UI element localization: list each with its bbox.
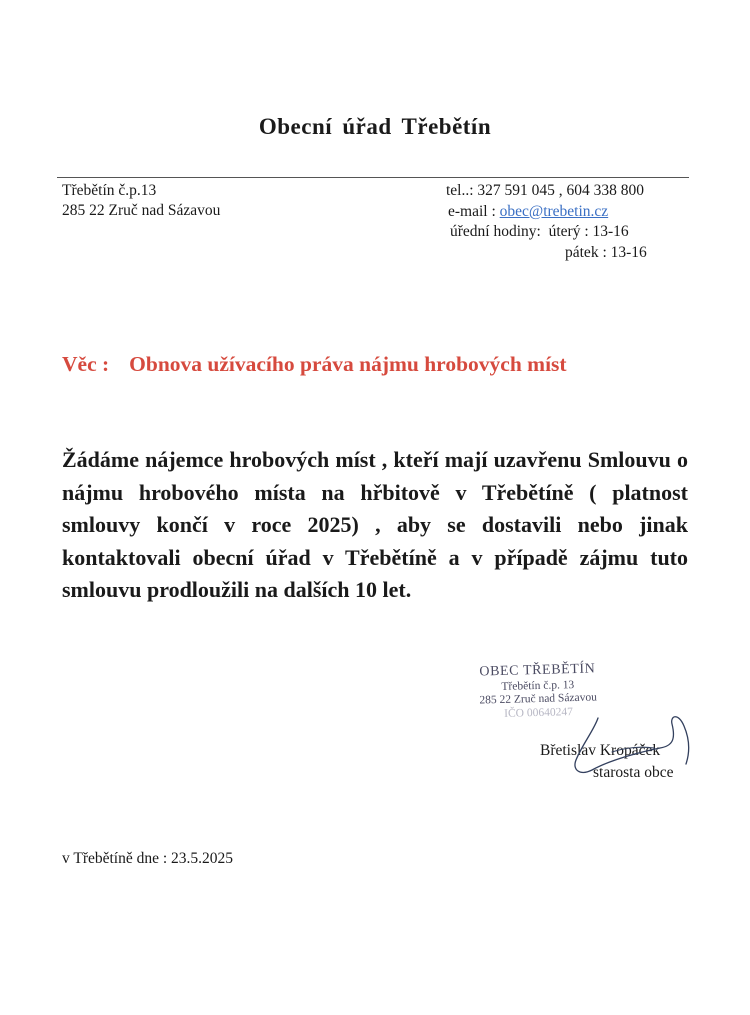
- signatory-role: starosta obce: [593, 764, 674, 781]
- signatory-block: [540, 740, 673, 784]
- subject-label: Věc :: [62, 352, 110, 376]
- stamp-line-1: Třebětín č.p. 13: [501, 678, 575, 693]
- email-line: [446, 202, 696, 223]
- phone-numbers: tel..: 327 591 045 , 604 338 800: [446, 182, 645, 199]
- address-line-1: Třebětín č.p.13: [62, 182, 157, 199]
- address-line-2: 285 22 Zruč nad Sázavou: [62, 202, 221, 219]
- contact-info: [446, 181, 696, 263]
- header-divider: [57, 177, 689, 178]
- stamp-line-3: IČO 00640247: [504, 705, 574, 720]
- signatory-name: Břetislav Kropáček: [540, 742, 661, 759]
- email-label: e-mail :: [448, 202, 500, 220]
- email-link[interactable]: obec@trebetin.cz: [499, 202, 609, 220]
- stamp-line-2: 285 22 Zruč nad Sázavou: [479, 691, 598, 707]
- office-hours-tuesday: úterý : 13-16: [548, 223, 629, 240]
- stamp-name: OBEC TŘEBĚTÍN: [479, 661, 596, 680]
- office-hours-line: [446, 222, 696, 243]
- page-title: Obecní úřad Třebětín: [258, 114, 492, 139]
- letter-body: Žádáme nájemce hrobových míst , kteří mají uzavřenu Smlouvu o nájmu hrobového místa na hřbitově v Třebětíně ( platnost smlouvy končí v roce 2025) , aby se dostavili nebo jinak kontaktovali obecní úřad v Třebětíně a v případě zájmu tuto smlouvu prodloužili na dalších 10 let.: [62, 447, 688, 602]
- office-address: [62, 181, 220, 221]
- office-hours-friday: pátek : 13-16: [565, 243, 647, 261]
- subject-line: [62, 352, 567, 377]
- office-hours-label: úřední hodiny:: [450, 223, 541, 240]
- date-line: v Třebětíně dne : 23.5.2025: [62, 850, 234, 867]
- subject-text: Obnova užívacího práva nájmu hrobových míst: [129, 352, 567, 376]
- municipal-stamp: [467, 662, 608, 722]
